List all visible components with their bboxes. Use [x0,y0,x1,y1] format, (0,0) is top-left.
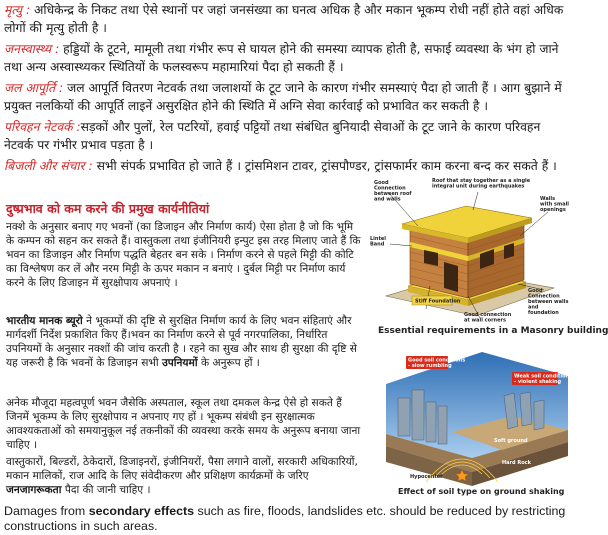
para-water-supply [4,80,570,115]
soil-effect-figure [372,346,574,488]
para-mortality [4,2,570,37]
note-post: such as fire, floods, landslides etc. should be reduced by restricting constructions in such areas. [4,504,566,533]
label-good-connection-roof: Good Connection between roof and walls [374,180,412,203]
para-existing-buildings: अनेक मौजूदा महत्वपूर्ण भवन जैसेकि अस्पताल, स्कूल तथा दमकल केन्द्र ऐसे हो सकते हैं जिनमें भूकम्प के लिए सुरक्षोपाय न अपनाए गए हों । भूकम्प संबंधी इन सुरक्षात्मक आवश्यकताओं को समयानुकूल नई तकनीकों की व्यवस्था करके समय के अनुरूप बनाया जाना चाहिए । [6,397,361,452]
section-title: दुष्प्रभाव को कम करने की प्रमुख कार्यनीतियां [6,201,210,216]
label-soft-ground: Soft ground [494,438,528,444]
text-power-communication: सभी संपर्क प्रभावित हो जाते हैं । ट्रांसमिशन टावर, ट्रांसपौण्डर, ट्रांसफार्मर काम करना बन्द कर सकते हैं । [92,159,557,173]
para-awareness [6,455,364,497]
english-note [4,504,572,534]
label-lintel-band: Lintel Band [370,236,386,248]
para-public-health [4,41,570,76]
bis-tail: के अनुरूप हों । [197,357,260,370]
term-public-health: जनस्वास्थ्य : [4,42,60,56]
term-water-supply: जल आपूर्ति : [4,81,64,95]
text-mortality: अधिकेन्द्र के निकट तथा ऐसे स्थानों पर जहां जनसंख्या का घनत्व अधिक है और मकान भूकम्प रोधी नहीं होते वहां अधिक लोगों की मृत्यु होती है । [4,3,564,35]
label-good-connection-corners: Good connection at wall corners [464,312,512,324]
awareness-tail: पैदा की जानी चाहिए । [61,484,151,497]
text-public-health: हड्डियों के टूटने, मामूली तथा गंभीर रूप से घायल होने की समस्या व्यापक होती है, सफाई व्यवस्था के भंग हो जाने तथा अन्य अस्वास्थ्यकर स्थितियों के फलस्वरूप महामारियां पैदा हो सकती हैं । [4,42,559,74]
para-transport-network [4,119,570,154]
text-water-supply: जल आपूर्ति वितरण नेटवर्क तथा जलाशयों के टूट जाने के कारण गंभीर समस्याएं पैदा हो जाती हैं । आग बुझाने में प्रयुक्त नलकियों की आपूर्ति लाइनें असुरक्षित होने की स्थिति में अग्नि सेवा कार्रवाई को प्रभावित कर सकती है । [4,81,562,113]
bis-label: भारतीय मानक ब्यूरो [6,315,83,327]
masonry-building-figure [368,178,572,328]
label-hypocenter: Hypocenter [410,474,443,480]
label-stiff-foundation: Stiff Foundation [415,298,461,305]
figure1-caption: Essential requirements in a Masonry building [378,326,608,336]
bis-text: ने भूकम्पों की दृष्टि से सुरक्षित निर्माण कार्य के लिए भवन संहिताएं और मार्गदर्शी निर्देश प्रकाशित किए हैं।भवन का निर्माण करने से पूर्व नगरपालिका, निर्धारित उपनियमों के अनुसार नक्शों की जांच करती है । रहने का सुख और साथ ही सुरक्षा की दृष्टि से यह जरूरी है कि भवनों के डिजाइन सभी [6,315,357,370]
term-mortality: मृत्यु : [4,3,31,17]
label-hard-rock: Hard Rock [502,460,531,466]
awareness-text: वास्तुकारों, बिल्डरों, ठेकेदारों, डिजाइनरों, इंजीनियरों, पैसा लगाने वालों, सरकारी अधिकारियों, मकान मालिकों, राज आदि के लिए संवेदीकरण और प्रशिक्षण कार्यक्रमों के जरिए [6,456,358,483]
para-bis-codes [6,314,364,370]
term-power-communication: बिजली और संचार : [4,159,93,173]
label-good-soil: Good soil conditions - slow rumbling [408,357,466,369]
term-transport-network: परिवहन नेटवर्क : [4,120,81,134]
text-transport-network: सड़कों और पुलों, रेल पटरियों, हवाई पट्टियों तथा संबंधित बुनियादी सेवाओं के टूट जाने के कारण परिवहन नेटवर्क पर गंभीर प्रभाव पड़ता है । [4,120,541,152]
note-pre: Damages from [4,504,89,518]
label-walls-openings: Walls with small openings [540,196,570,213]
note-bold: secondary effects [88,504,195,518]
label-roof-integral: Roof that stay together as a single integral unit during earthquakes [432,178,531,190]
label-weak-soil: Weak soil conditions - violent shaking [514,373,573,385]
para-power-communication [4,158,570,176]
label-good-connection-foundation: Good Connection between walls and foundation [528,288,569,316]
awareness-label: जनजागरूकता [6,484,62,497]
para-building-design: नक्शे के अनुसार बनाए गए भवनों (का डिजाइन और निर्माण कार्य) ऐसा होता है जो कि भूमि के कम्पन को सहन कर सकते हैं। वास्तुकला तथा इंजीनियरी इन्पुट इस तरह मिलाए जाते हैं कि भवन का डिजाइन और निर्माण पद्धति बेहतर बन सके । निर्माण करने से पहले मिट्टी की कोटि का विश्लेषण कर लें और नरम मिट्टी के ऊपर मकान न बनाएं । दुर्बल मिट्टी पर निर्माण कार्य करने के लिए डिजाइन में सुरक्षोपाय अपनाएं । [6,221,361,290]
figure2-caption: Effect of soil type on ground shaking [398,487,565,496]
bylaws-label: उपनियमों [161,357,198,370]
